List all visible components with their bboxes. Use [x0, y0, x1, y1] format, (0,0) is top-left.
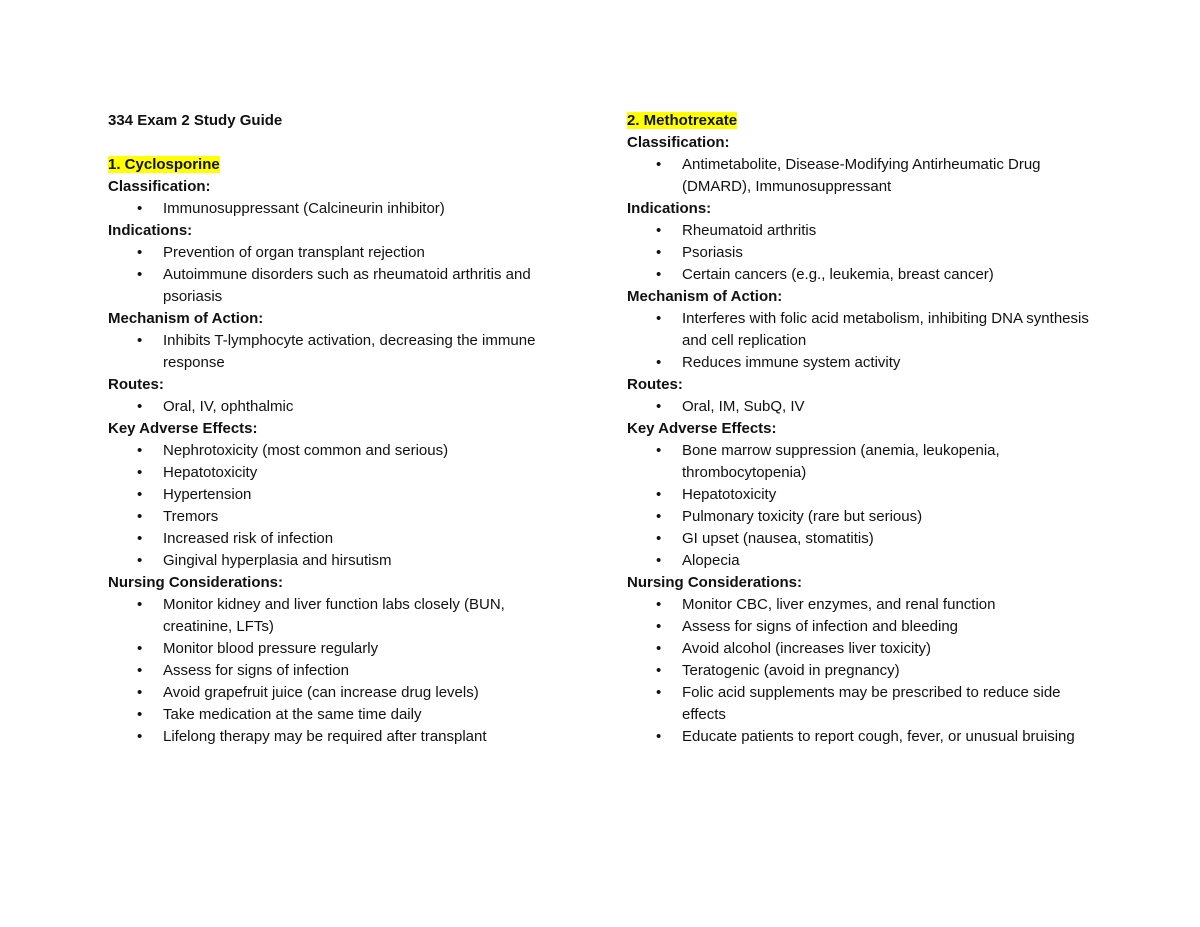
section-label: Key Adverse Effects:: [108, 420, 258, 437]
list-item: • Folic acid supplements may be prescribed to reduce side effects: [627, 682, 1102, 726]
list-item: • Assess for signs of infection: [108, 660, 568, 682]
drug-title-methotrexate: [627, 110, 1102, 132]
list-item: • Bone marrow suppression (anemia, leukopenia, thrombocytopenia): [627, 440, 1102, 484]
drug-title-highlight: 2. Methotrexate: [627, 112, 738, 129]
bullet-list: [108, 198, 568, 220]
list-item: • Educate patients to report cough, fever, or unusual bruising: [627, 726, 1102, 748]
right-column: [627, 110, 1102, 748]
list-item: • Certain cancers (e.g., leukemia, breast cancer): [627, 264, 1102, 286]
list-item: • Prevention of organ transplant rejection: [108, 242, 568, 264]
list-item: • Hypertension: [108, 484, 568, 506]
list-item: • Monitor blood pressure regularly: [108, 638, 568, 660]
drug-title-cyclosporine: [108, 154, 568, 176]
list-item: • Assess for signs of infection and bleeding: [627, 616, 1102, 638]
bullet-list: [108, 440, 568, 572]
list-item: • Reduces immune system activity: [627, 352, 1102, 374]
list-item: • Hepatotoxicity: [108, 462, 568, 484]
list-item: • Avoid alcohol (increases liver toxicity): [627, 638, 1102, 660]
bullet-list: [108, 242, 568, 308]
section-label: Routes:: [627, 376, 683, 393]
section-label: Nursing Considerations:: [108, 574, 284, 591]
section-label: Nursing Considerations:: [627, 574, 803, 591]
section-label: Key Adverse Effects:: [627, 420, 777, 437]
bullet-list: [627, 594, 1102, 748]
bullet-list: [627, 396, 1102, 418]
list-item: • Monitor kidney and liver function labs closely (BUN, creatinine, LFTs): [108, 594, 568, 638]
list-item: • Take medication at the same time daily: [108, 704, 568, 726]
list-item: • Alopecia: [627, 550, 1102, 572]
title-spacer: [108, 132, 568, 154]
list-item: • Hepatotoxicity: [627, 484, 1102, 506]
list-item: • Autoimmune disorders such as rheumatoid arthritis and psoriasis: [108, 264, 568, 308]
section-label: Mechanism of Action:: [627, 288, 783, 305]
list-item: • Interferes with folic acid metabolism, inhibiting DNA synthesis and cell replication: [627, 308, 1102, 352]
list-item: • Increased risk of infection: [108, 528, 568, 550]
list-item: • Gingival hyperplasia and hirsutism: [108, 550, 568, 572]
list-item: • Teratogenic (avoid in pregnancy): [627, 660, 1102, 682]
section-label: Mechanism of Action:: [108, 310, 264, 327]
section-label: Indications:: [627, 200, 712, 217]
bullet-list: [108, 330, 568, 374]
list-item: • Immunosuppressant (Calcineurin inhibitor): [108, 198, 568, 220]
list-item: • Psoriasis: [627, 242, 1102, 264]
bullet-list: [627, 440, 1102, 572]
list-item: • Oral, IV, ophthalmic: [108, 396, 568, 418]
list-item: • Rheumatoid arthritis: [627, 220, 1102, 242]
section-label: Indications:: [108, 222, 193, 239]
bullet-list: [108, 396, 568, 418]
list-item: • Oral, IM, SubQ, IV: [627, 396, 1102, 418]
left-column: [108, 110, 568, 748]
list-item: • Tremors: [108, 506, 568, 528]
bullet-list: [627, 308, 1102, 374]
section-label: Routes:: [108, 376, 164, 393]
list-item: • Monitor CBC, liver enzymes, and renal function: [627, 594, 1102, 616]
section-label: Classification:: [108, 178, 211, 195]
bullet-list: [108, 594, 568, 748]
list-item: • Nephrotoxicity (most common and serious): [108, 440, 568, 462]
methotrexate-sections: [627, 132, 1102, 748]
drug-title-highlight: 1. Cyclosporine: [108, 156, 220, 173]
bullet-list: [627, 154, 1102, 198]
document-title: 334 Exam 2 Study Guide: [108, 112, 283, 129]
list-item: • GI upset (nausea, stomatitis): [627, 528, 1102, 550]
list-item: • Lifelong therapy may be required after transplant: [108, 726, 568, 748]
cyclosporine-sections: [108, 176, 568, 748]
list-item: • Pulmonary toxicity (rare but serious): [627, 506, 1102, 528]
list-item: • Avoid grapefruit juice (can increase drug levels): [108, 682, 568, 704]
list-item: • Antimetabolite, Disease-Modifying Antirheumatic Drug (DMARD), Immunosuppressant: [627, 154, 1102, 198]
bullet-list: [627, 220, 1102, 286]
section-label: Classification:: [627, 134, 730, 151]
list-item: • Inhibits T-lymphocyte activation, decreasing the immune response: [108, 330, 568, 374]
